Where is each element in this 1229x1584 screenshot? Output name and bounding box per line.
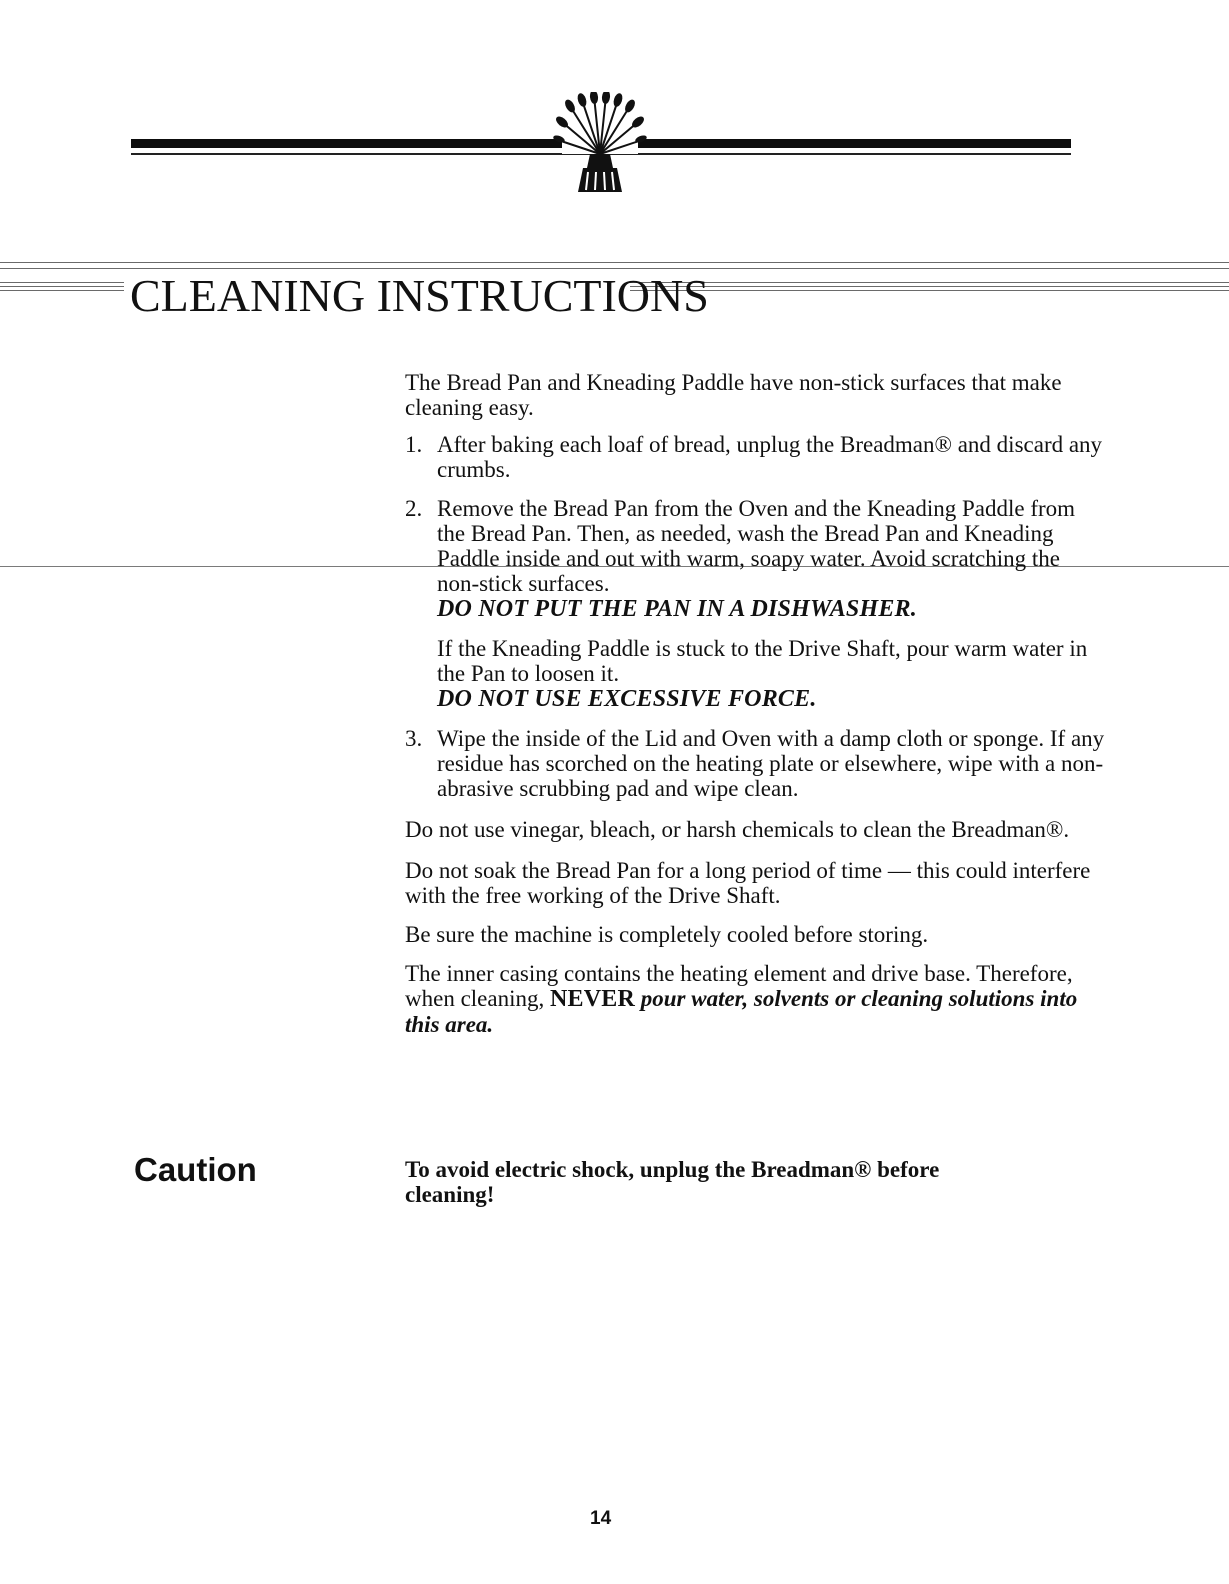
casing-paragraph	[405, 961, 1105, 1037]
step-item	[405, 432, 1105, 482]
paragraph: Be sure the machine is completely cooled before storing.	[405, 922, 929, 947]
step-text: Wipe the inside of the Lid and Oven with a damp cloth or sponge. If any residue has scorched on the heating plate or elsewhere, wipe with a non-abrasive scrubbing pad and wipe clean.	[437, 726, 1105, 801]
step-text-block	[437, 496, 1105, 712]
casing-warning: pour water, solvents or cleaning solutions into this area.	[405, 986, 1078, 1037]
step-note-text: If the Kneading Paddle is stuck to the Drive Shaft, pour warm water in the Pan to loosen it.	[437, 636, 1088, 686]
instructions-body	[405, 370, 1105, 1037]
step-text: After baking each loaf of bread, unplug the Breadman® and discard any crumbs.	[437, 432, 1103, 482]
dishwasher-warning: DO NOT PUT THE PAN IN A DISHWASHER.	[437, 596, 917, 622]
step-note	[437, 636, 1105, 712]
page-title: CLEANING INSTRUCTIONS	[130, 270, 709, 321]
wheat-sheaf-icon	[550, 92, 650, 196]
never-emphasis: NEVER	[549, 986, 635, 1012]
heading-rule	[0, 262, 1229, 263]
step-number: 2.	[405, 496, 423, 521]
step-item	[405, 726, 1105, 801]
step-text: Remove the Bread Pan from the Oven and the Kneading Paddle from the Bread Pan. Then, as needed, wash the Bread Pan and Kneading Paddle inside and out with warm, soapy water. Avoid scratching the non-stick surfaces.	[437, 496, 1076, 596]
caution-label: Caution	[134, 1151, 257, 1188]
paragraph: Do not soak the Bread Pan for a long period of time — this could interfere with the free working of the Drive Shaft.	[405, 858, 1091, 908]
paragraph: Do not use vinegar, bleach, or harsh chemicals to clean the Breadman®.	[405, 817, 1070, 842]
page-number: 14	[590, 1508, 612, 1529]
force-warning: DO NOT USE EXCESSIVE FORCE.	[437, 686, 817, 712]
casing-text: The inner casing contains the heating element and drive base. Therefore, when cleaning,	[405, 961, 1073, 1011]
intro-paragraph: The Bread Pan and Kneading Paddle have non-stick surfaces that make cleaning easy.	[405, 370, 1062, 420]
caution-text-block	[405, 1157, 1005, 1207]
step-number: 3.	[405, 726, 423, 751]
step-number: 1.	[405, 432, 423, 457]
caution-text: To avoid electric shock, unplug the Breadman® before cleaning!	[405, 1157, 940, 1207]
step-item	[405, 496, 1105, 712]
